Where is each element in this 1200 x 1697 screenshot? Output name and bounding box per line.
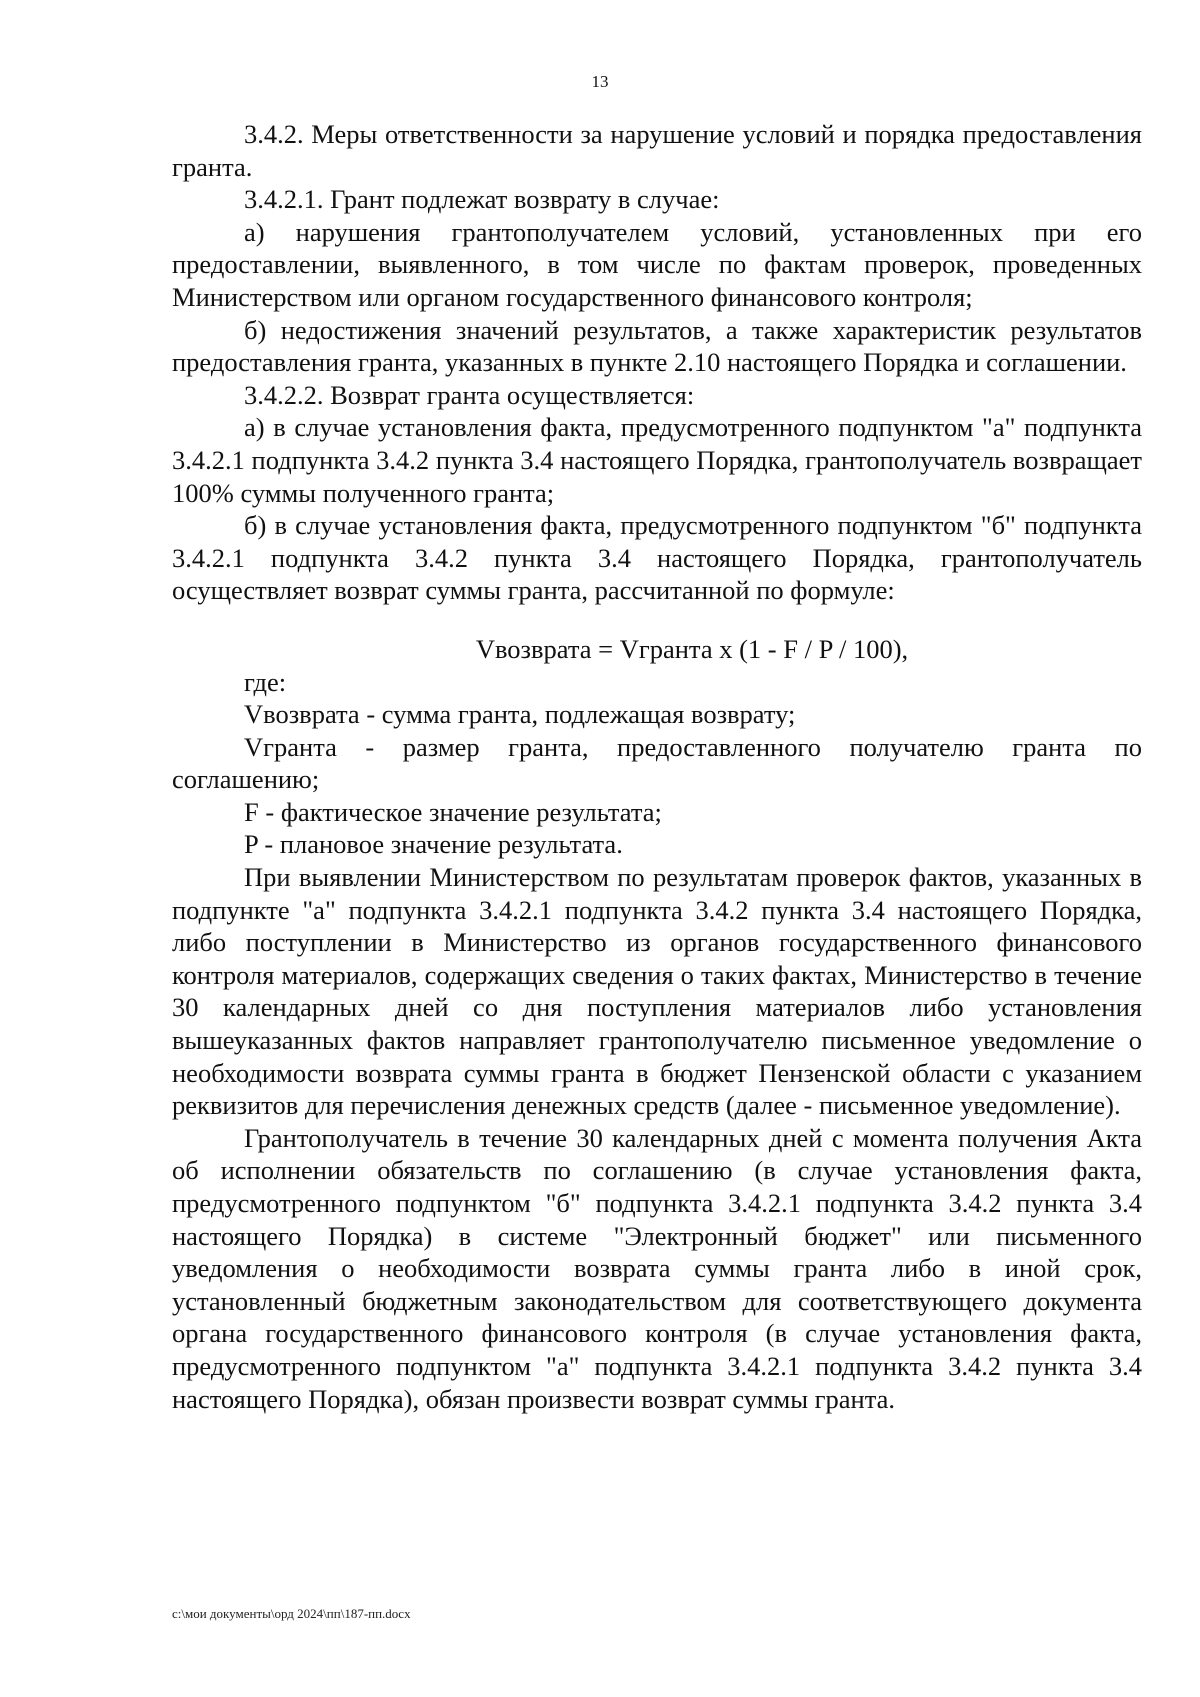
formula-def-f: F - фактическое значение результата;	[244, 796, 662, 827]
refund-formula: Vвозврата = Vгранта x (1 - F / P / 100),	[475, 633, 909, 664]
paragraph-3-4-2-2-b: б) в случае установления факта, предусмотренного подпунктом "б" подпункта 3.4.2.1 подпункта 3.4.2 пункта 3.4 настоящего Порядка, грантополучатель осуществляет возврат суммы гранта, рассчитанной по формуле:	[172, 510, 1142, 606]
document-body	[172, 118, 1142, 1415]
formula-def-v-refund: Vвозврата - сумма гранта, подлежащая возврату;	[244, 699, 796, 730]
formula-def-v-grant: Vгранта - размер гранта, предоставленного получателю гранта по соглашению;	[172, 731, 1142, 795]
paragraph-3-4-2-2: 3.4.2.2. Возврат гранта осуществляется:	[244, 379, 695, 410]
paragraph-3-4-2-1: 3.4.2.1. Грант подлежат возврату в случае:	[244, 184, 720, 215]
page-number: 13	[591, 72, 609, 91]
paragraph-3-4-2-2-a: а) в случае установления факта, предусмотренного подпунктом "а" подпункта 3.4.2.1 подпункта 3.4.2 пункта 3.4 настоящего Порядка, грантополучатель возвращает 100% суммы полученного гранта;	[172, 412, 1142, 508]
paragraph-3-4-2-heading: 3.4.2. Меры ответственности за нарушение условий и порядка предоставления гранта.	[172, 119, 1142, 182]
formula-def-p: P - плановое значение результата.	[244, 829, 623, 860]
formula-where-label: где:	[244, 666, 287, 697]
paragraph-3-4-2-1-a: а) нарушения грантополучателем условий, установленных при его предоставлении, выявленного, в том числе по фактам проверок, проведенных Министерством или органом государственного финансового контроля;	[172, 216, 1142, 312]
paragraph-grantee-refund-obligation: Грантополучатель в течение 30 календарных дней с момента получения Акта об исполнении обязательств по соглашению (в случае установления факта, предусмотренного подпунктом "б" подпункта 3.4.2.1 подпункта 3.4.2 пункта 3.4 настоящего Порядка) в системе "Электронный бюджет" или письменного уведомления о необходимости возврата суммы гранта либо в иной срок, установленный бюджетным законодательством для соответствующего документа органа государственного финансового контроля (в случае установления факта, предусмотренного подпунктом "а" подпункта 3.4.2.1 подпункта 3.4.2 пункта 3.4 настоящего Порядка), обязан произвести возврат суммы гранта.	[172, 1122, 1142, 1414]
file-path-footer: c:\мои документы\орд 2024\пп\187-пп.docx	[172, 1606, 411, 1621]
paragraph-3-4-2-1-b: б) недостижения значений результатов, а также характеристик результатов предоставления гранта, указанных в пункте 2.10 настоящего Порядка и соглашении.	[172, 314, 1142, 378]
paragraph-ministry-notification: При выявлении Министерством по результатам проверок фактов, указанных в подпункте "а" подпункта 3.4.2.1 подпункта 3.4.2 пункта 3.4 настоящего Порядка, либо поступлении в Министерство из органов государственного финансового контроля материалов, содержащих сведения о таких фактах, Министерство в течение 30 календарных дней со дня поступления материалов либо установления вышеуказанных фактов направляет грантополучателю письменное уведомление о необходимости возврата суммы гранта в бюджет Пензенской области с указанием реквизитов для перечисления денежных средств (далее - письменное уведомление).	[172, 862, 1142, 1121]
